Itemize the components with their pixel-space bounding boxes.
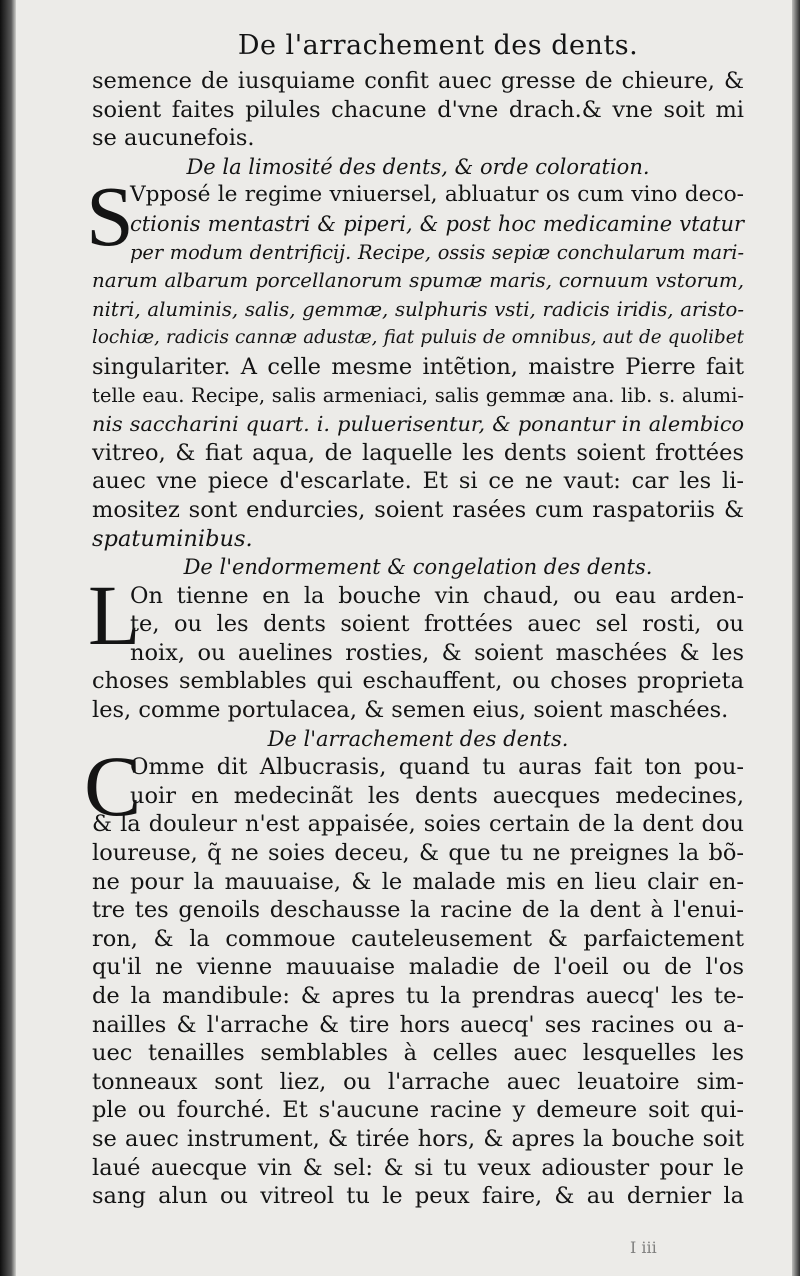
- text-line: tre tes genoils deschausse la racine de la dent à l'enui-: [92, 897, 744, 924]
- text-line: auec vne piece d'escarlate. Et si ce ne vaut: car les li-: [92, 468, 744, 495]
- text-line: semence de iusquiame confit auec gresse de chieure, &: [92, 68, 744, 94]
- page-text: [84, 30, 744, 1211]
- text-line: de la mandibule: & apres tu la prendras auecq' les te-: [92, 983, 744, 1009]
- section-heading: De l'endormement & congelation des dents.: [183, 555, 653, 580]
- text-line: sang alun ou vitreol tu le peux faire, & au dernier la: [92, 1183, 744, 1210]
- drop-cap: L: [88, 566, 141, 663]
- text-line: narum albarum porcellanorum spumæ maris, cornuum vstorum,: [92, 269, 744, 293]
- text-line: choses semblables qui eschauffent, ou choses proprieta: [92, 668, 744, 695]
- text-line: On tienne en la bouche vin chaud, ou eau arden-: [130, 582, 744, 609]
- text-line: ron, & la commoue cauteleusement & parfaictement: [92, 925, 744, 952]
- text-line: noix, ou auelines rosties, & soient maschées & les: [130, 639, 744, 666]
- paragraph-limosite: [86, 168, 744, 553]
- text-line: laué auecque vin & sel: & si tu veux adiouster pour le: [92, 1154, 744, 1181]
- text-line: uoir en medecinãt les dents auecques medecines,: [130, 782, 744, 809]
- section-heading: De la limosité des dents, & orde coloration.: [186, 154, 650, 179]
- text-line: se auec instrument, & tirée hors, & apres la bouche soit: [92, 1125, 744, 1152]
- text-line: qu'il ne vienne mauuaise maladie de l'oeil ou de l'os: [92, 954, 744, 981]
- text-line: mositez sont endurcies, soient rasées cum raspatoriis &: [92, 496, 744, 523]
- text-line: tonneaux sont liez, ou l'arrache auec leuatoire sim-: [92, 1068, 744, 1095]
- drop-cap: S: [86, 168, 134, 265]
- text-line: nis saccharini quart. i. puluerisentur, & ponantur in alembico: [92, 412, 744, 437]
- text-line: se aucunefois.: [92, 125, 255, 152]
- text-line: singulariter. A celle mesme intẽtion, maistre Pierre fait: [92, 353, 744, 380]
- text-line: uec tenailles semblables à celles auec lesquelles les: [92, 1040, 744, 1067]
- text-line: loureuse, q̃ ne soies deceu, & que tu ne preignes la bõ-: [92, 840, 744, 867]
- text-line: les, comme portulacea, & semen eius, soient maschées.: [92, 697, 729, 724]
- text-line: nailles & l'arrache & tire hors auecq' ses racines ou a-: [92, 1011, 744, 1038]
- text-line: te, ou les dents soient frottées auec sel rosti, ou: [130, 611, 744, 638]
- page-edge: [792, 0, 800, 1276]
- text-line: telle eau. Recipe, salis armeniaci, salis gemmæ ana. lib. s. alumi-: [92, 383, 744, 407]
- text-line: lochiæ, radicis cannæ adustæ, fiat puluis de omnibus, aut de quolibet: [92, 327, 744, 349]
- text-line: vitreo, & fiat aqua, de laquelle les dents soient frottées: [92, 439, 744, 466]
- text-line: ple ou fourché. Et s'aucune racine y demeure soit qui-: [92, 1097, 744, 1124]
- section-heading: De l'arrachement des dents.: [267, 726, 569, 751]
- page-signature: I iii: [630, 1238, 657, 1257]
- paragraph-continued: [92, 67, 744, 153]
- running-head: De l'arrachement des dents.: [237, 30, 639, 61]
- binding-gutter: [0, 0, 16, 1276]
- text-line: per modum dentrificij. Recipe, ossis sepiæ conchularum mari-: [130, 240, 744, 264]
- text-line: nitri, aluminis, salis, gemmæ, sulphuris vsti, radicis iridis, aristo-: [92, 297, 744, 321]
- text-line: soient faites pilules chacune d'vne drach.& vne soit mi: [92, 96, 744, 123]
- text-line: ne pour la mauuaise, & le malade mis en lieu clair en-: [92, 868, 744, 895]
- text-line: Vpposé le regime vniuersel, abluatur os cum vino deco-: [130, 182, 744, 208]
- drop-cap: C: [84, 738, 142, 835]
- text-line: & la douleur n'est appaisée, soies certain de la dent dou: [92, 811, 744, 838]
- text-line: Omme dit Albucrasis, quand tu auras fait ton pou-: [130, 754, 744, 781]
- text-line: ctionis mentastri & piperi, & post hoc medicamine vtatur: [130, 211, 744, 236]
- text-line: spatuminibus.: [92, 525, 253, 552]
